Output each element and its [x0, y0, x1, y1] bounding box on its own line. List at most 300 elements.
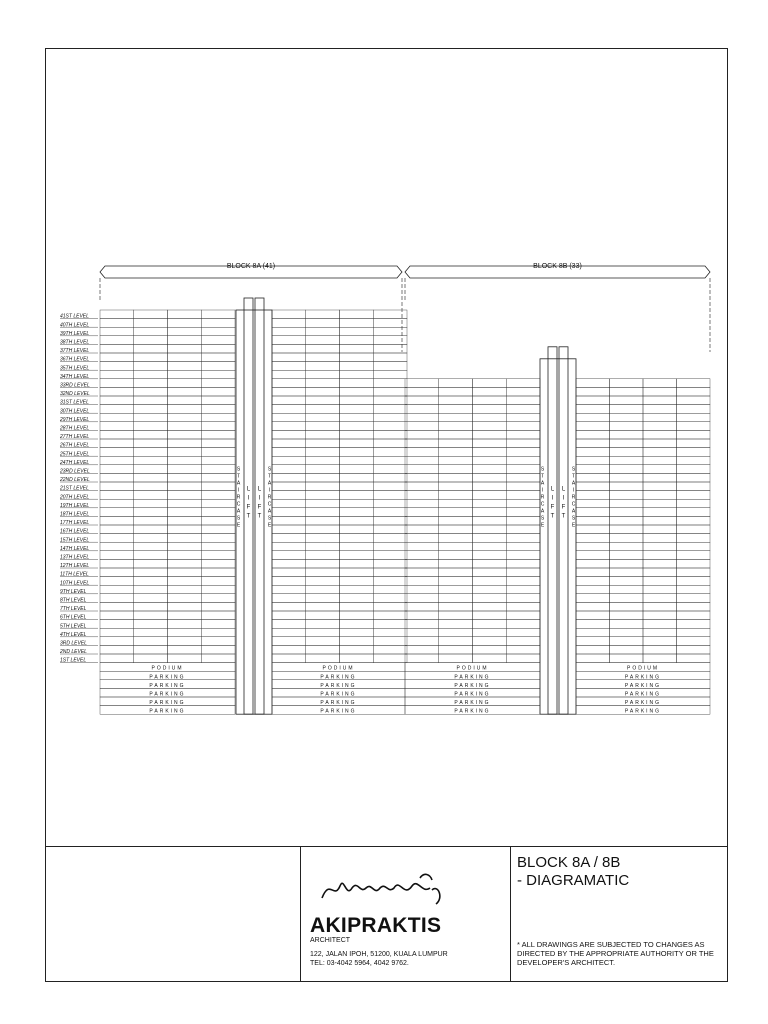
- unit-cell: [439, 534, 473, 543]
- unit-cell: [306, 353, 340, 362]
- unit-cell: [168, 499, 202, 508]
- level-label: 8TH LEVEL: [60, 597, 87, 604]
- unit-cell: [272, 439, 306, 448]
- unit-cell: [373, 654, 407, 663]
- unit-cell: [643, 508, 677, 517]
- level-label: 10TH LEVEL: [60, 580, 90, 587]
- unit-cell: [473, 645, 507, 654]
- unit-cell: [506, 620, 540, 629]
- unit-cell: [100, 594, 134, 603]
- staircase-label-char: I: [268, 487, 271, 494]
- level-label: 37TH LEVEL: [60, 348, 90, 355]
- level-label: 30TH LEVEL: [60, 408, 90, 415]
- unit-cell: [610, 594, 644, 603]
- unit-cell: [100, 645, 134, 654]
- unit-cell: [643, 430, 677, 439]
- unit-cell: [100, 422, 134, 431]
- podium-row-label: PARKING: [454, 674, 491, 681]
- unit-cell: [272, 422, 306, 431]
- unit-cell: [100, 551, 134, 560]
- podium-row-label: PARKING: [454, 682, 491, 689]
- unit-cell: [610, 387, 644, 396]
- unit-cell: [439, 405, 473, 414]
- level-label: 33RD LEVEL: [60, 382, 90, 389]
- podium-row-label: PARKING: [320, 674, 357, 681]
- unit-cell: [272, 413, 306, 422]
- unit-cell: [168, 336, 202, 345]
- unit-cell: [643, 499, 677, 508]
- staircase-label-char: S: [571, 515, 576, 522]
- unit-cell: [506, 559, 540, 568]
- unit-cell: [340, 611, 374, 620]
- level-label: 23RD LEVEL: [60, 468, 90, 475]
- unit-cell: [439, 654, 473, 663]
- unit-cell: [643, 405, 677, 414]
- unit-cell: [201, 602, 235, 611]
- unit-cell: [201, 637, 235, 646]
- unit-cell: [439, 387, 473, 396]
- unit-cell: [610, 654, 644, 663]
- unit-cell: [610, 413, 644, 422]
- unit-cell: [340, 577, 374, 586]
- podium-row-label: PODIUM: [322, 665, 355, 672]
- unit-cell: [439, 525, 473, 534]
- unit-cell: [134, 620, 168, 629]
- unit-cell: [134, 628, 168, 637]
- unit-cell: [272, 344, 306, 353]
- unit-cell: [405, 542, 439, 551]
- staircase-label-char: A: [540, 480, 545, 487]
- unit-cell: [677, 628, 711, 637]
- unit-cell: [100, 465, 134, 474]
- unit-cell: [272, 499, 306, 508]
- level-label: 38TH LEVEL: [60, 339, 90, 346]
- staircase-label-char: A: [571, 480, 576, 487]
- unit-cell: [677, 508, 711, 517]
- unit-cell: [643, 568, 677, 577]
- unit-cell: [373, 422, 407, 431]
- unit-cell: [677, 491, 711, 500]
- unit-cell: [677, 430, 711, 439]
- unit-cell: [473, 422, 507, 431]
- unit-cell: [677, 456, 711, 465]
- unit-cell: [439, 602, 473, 611]
- unit-cell: [306, 534, 340, 543]
- unit-cell: [506, 465, 540, 474]
- unit-cell: [610, 628, 644, 637]
- unit-cell: [100, 585, 134, 594]
- staircase-label-char: S: [540, 466, 545, 473]
- firm-address: [310, 950, 500, 968]
- podium-row-label: PARKING: [454, 708, 491, 715]
- unit-cell: [306, 611, 340, 620]
- unit-cell: [100, 396, 134, 405]
- level-label: 25TH LEVEL: [60, 451, 90, 458]
- unit-cell: [272, 551, 306, 560]
- unit-cell: [373, 465, 407, 474]
- firm-name: AKIPRAKTIS: [310, 914, 442, 937]
- unit-cell: [201, 628, 235, 637]
- block-header-label: BLOCK 8A (41): [226, 263, 276, 270]
- unit-cell: [405, 448, 439, 457]
- disclaimer-note: * ALL DRAWINGS ARE SUBJECTED TO CHANGES AS DIRECTED BY THE APPROPRIATE AUTHORITY OR THE DEVELOPER'S ARCHITECT.: [517, 940, 714, 967]
- unit-cell: [610, 559, 644, 568]
- unit-cell: [100, 525, 134, 534]
- unit-cell: [439, 439, 473, 448]
- unit-cell: [506, 568, 540, 577]
- unit-cell: [576, 405, 610, 414]
- unit-cell: [306, 370, 340, 379]
- unit-cell: [340, 448, 374, 457]
- unit-cell: [306, 577, 340, 586]
- unit-cell: [677, 568, 711, 577]
- staircase-label-char: E: [540, 522, 545, 529]
- unit-cell: [677, 594, 711, 603]
- unit-cell: [340, 439, 374, 448]
- unit-cell: [340, 516, 374, 525]
- unit-cell: [473, 473, 507, 482]
- unit-cell: [643, 422, 677, 431]
- unit-cell: [405, 620, 439, 629]
- unit-cell: [405, 491, 439, 500]
- unit-cell: [439, 422, 473, 431]
- unit-cell: [201, 611, 235, 620]
- unit-cell: [506, 422, 540, 431]
- unit-cell: [373, 413, 407, 422]
- lift-label-char: F: [246, 504, 251, 511]
- unit-cell: [373, 439, 407, 448]
- level-label: 18TH LEVEL: [60, 511, 90, 518]
- unit-cell: [506, 405, 540, 414]
- unit-cell: [576, 628, 610, 637]
- podium-row-label: PODIUM: [151, 665, 184, 672]
- core-outline: [540, 359, 576, 714]
- unit-cell: [576, 499, 610, 508]
- lift-label-char: T: [550, 513, 555, 520]
- unit-cell: [677, 637, 711, 646]
- unit-cell: [373, 430, 407, 439]
- unit-cell: [405, 628, 439, 637]
- level-label: 15TH LEVEL: [60, 537, 90, 544]
- unit-cell: [373, 559, 407, 568]
- unit-cell: [373, 525, 407, 534]
- unit-cell: [405, 439, 439, 448]
- unit-cell: [168, 387, 202, 396]
- architect-signature: [320, 868, 470, 908]
- unit-cell: [306, 387, 340, 396]
- unit-cell: [643, 620, 677, 629]
- unit-cell: [643, 379, 677, 388]
- unit-cell: [473, 482, 507, 491]
- unit-cell: [340, 628, 374, 637]
- unit-cell: [643, 577, 677, 586]
- unit-cell: [610, 585, 644, 594]
- unit-cell: [473, 628, 507, 637]
- staircase-label-char: S: [236, 515, 241, 522]
- unit-cell: [100, 534, 134, 543]
- unit-cell: [506, 542, 540, 551]
- unit-cell: [100, 413, 134, 422]
- unit-cell: [643, 396, 677, 405]
- unit-cell: [201, 405, 235, 414]
- unit-cell: [168, 620, 202, 629]
- unit-cell: [340, 645, 374, 654]
- unit-cell: [134, 465, 168, 474]
- unit-cell: [677, 559, 711, 568]
- unit-cell: [373, 379, 407, 388]
- unit-cell: [272, 577, 306, 586]
- level-label: 36TH LEVEL: [60, 356, 90, 363]
- unit-cell: [306, 525, 340, 534]
- unit-cell: [201, 620, 235, 629]
- staircase-label-char: T: [571, 473, 576, 480]
- unit-cell: [168, 568, 202, 577]
- unit-cell: [306, 413, 340, 422]
- unit-cell: [100, 379, 134, 388]
- unit-cell: [439, 413, 473, 422]
- unit-cell: [439, 396, 473, 405]
- unit-cell: [373, 456, 407, 465]
- unit-cell: [373, 387, 407, 396]
- unit-cell: [439, 637, 473, 646]
- level-label: 1ST LEVEL: [60, 657, 87, 664]
- unit-cell: [100, 405, 134, 414]
- podium-row-label: PARKING: [149, 682, 186, 689]
- unit-cell: [306, 542, 340, 551]
- unit-cell: [643, 542, 677, 551]
- lift-label-char: I: [551, 495, 554, 502]
- unit-cell: [677, 448, 711, 457]
- unit-cell: [340, 430, 374, 439]
- staircase-label-char: A: [267, 508, 272, 515]
- unit-cell: [643, 551, 677, 560]
- unit-cell: [506, 499, 540, 508]
- unit-cell: [610, 645, 644, 654]
- unit-cell: [134, 353, 168, 362]
- unit-cell: [373, 473, 407, 482]
- level-label: 24TH LEVEL: [60, 459, 90, 466]
- unit-cell: [373, 396, 407, 405]
- staircase-label-char: E: [236, 522, 241, 529]
- unit-cell: [272, 559, 306, 568]
- unit-cell: [373, 577, 407, 586]
- level-label: 32ND LEVEL: [60, 391, 90, 398]
- unit-cell: [473, 542, 507, 551]
- unit-cell: [168, 353, 202, 362]
- unit-cell: [405, 387, 439, 396]
- unit-cell: [306, 645, 340, 654]
- unit-cell: [439, 628, 473, 637]
- unit-cell: [201, 508, 235, 517]
- unit-cell: [168, 491, 202, 500]
- unit-cell: [168, 482, 202, 491]
- lift-label-char: T: [561, 513, 566, 520]
- unit-cell: [405, 534, 439, 543]
- unit-cell: [576, 422, 610, 431]
- unit-cell: [168, 551, 202, 560]
- unit-cell: [100, 611, 134, 620]
- unit-cell: [100, 654, 134, 663]
- unit-cell: [168, 344, 202, 353]
- staircase-label-char: C: [571, 501, 576, 508]
- unit-cell: [272, 465, 306, 474]
- unit-cell: [340, 602, 374, 611]
- unit-cell: [643, 611, 677, 620]
- unit-cell: [340, 508, 374, 517]
- staircase-label-char: R: [267, 494, 272, 501]
- unit-cell: [576, 577, 610, 586]
- unit-cell: [201, 465, 235, 474]
- lift-label-char: L: [561, 486, 566, 493]
- unit-cell: [473, 611, 507, 620]
- unit-cell: [100, 542, 134, 551]
- unit-cell: [473, 594, 507, 603]
- unit-cell: [134, 499, 168, 508]
- staircase-label-char: E: [267, 522, 272, 529]
- lift-label-char: I: [258, 495, 261, 502]
- unit-cell: [677, 482, 711, 491]
- unit-cell: [306, 379, 340, 388]
- podium-row-label: PARKING: [624, 691, 662, 698]
- unit-cell: [272, 602, 306, 611]
- unit-cell: [439, 551, 473, 560]
- unit-cell: [677, 405, 711, 414]
- unit-cell: [168, 585, 202, 594]
- level-label: 40TH LEVEL: [60, 322, 90, 329]
- staircase-label-char: S: [267, 515, 272, 522]
- unit-cell: [473, 508, 507, 517]
- unit-cell: [473, 602, 507, 611]
- unit-cell: [473, 491, 507, 500]
- unit-cell: [643, 516, 677, 525]
- unit-cell: [340, 370, 374, 379]
- unit-cell: [473, 577, 507, 586]
- unit-cell: [306, 491, 340, 500]
- unit-cell: [373, 568, 407, 577]
- unit-cell: [473, 525, 507, 534]
- staircase-label-char: S: [267, 466, 272, 473]
- unit-cell: [473, 499, 507, 508]
- level-label: 26TH LEVEL: [60, 442, 90, 449]
- unit-cell: [306, 568, 340, 577]
- unit-cell: [168, 362, 202, 371]
- lift-label-char: F: [257, 504, 262, 511]
- unit-cell: [134, 370, 168, 379]
- unit-cell: [100, 344, 134, 353]
- unit-cell: [272, 456, 306, 465]
- unit-cell: [340, 542, 374, 551]
- unit-cell: [473, 637, 507, 646]
- unit-cell: [134, 362, 168, 371]
- unit-cell: [439, 430, 473, 439]
- unit-cell: [643, 465, 677, 474]
- unit-cell: [576, 396, 610, 405]
- unit-cell: [473, 585, 507, 594]
- unit-cell: [201, 473, 235, 482]
- unit-cell: [677, 413, 711, 422]
- unit-cell: [134, 327, 168, 336]
- unit-cell: [506, 491, 540, 500]
- unit-cell: [405, 405, 439, 414]
- unit-cell: [201, 568, 235, 577]
- unit-cell: [306, 319, 340, 328]
- unit-cell: [201, 491, 235, 500]
- unit-cell: [306, 499, 340, 508]
- podium-row-label: PARKING: [454, 700, 491, 707]
- podium-row-label: PARKING: [320, 708, 357, 715]
- unit-cell: [643, 456, 677, 465]
- unit-cell: [201, 534, 235, 543]
- unit-cell: [340, 456, 374, 465]
- unit-cell: [506, 654, 540, 663]
- unit-cell: [306, 327, 340, 336]
- level-label: 5TH LEVEL: [60, 623, 87, 630]
- unit-cell: [340, 465, 374, 474]
- unit-cell: [506, 645, 540, 654]
- unit-cell: [100, 482, 134, 491]
- unit-cell: [134, 336, 168, 345]
- level-label: 17TH LEVEL: [60, 520, 90, 527]
- podium-row-label: PODIUM: [627, 665, 659, 672]
- unit-cell: [100, 456, 134, 465]
- level-label: 28TH LEVEL: [60, 425, 90, 432]
- unit-cell: [272, 362, 306, 371]
- unit-cell: [576, 594, 610, 603]
- unit-cell: [272, 594, 306, 603]
- unit-cell: [201, 344, 235, 353]
- unit-cell: [100, 602, 134, 611]
- unit-cell: [643, 491, 677, 500]
- unit-cell: [272, 370, 306, 379]
- unit-cell: [306, 422, 340, 431]
- unit-cell: [373, 620, 407, 629]
- unit-cell: [168, 465, 202, 474]
- unit-cell: [677, 654, 711, 663]
- podium-row-label: PARKING: [149, 700, 186, 707]
- unit-cell: [506, 439, 540, 448]
- unit-cell: [100, 473, 134, 482]
- unit-cell: [134, 637, 168, 646]
- unit-cell: [439, 645, 473, 654]
- unit-cell: [405, 465, 439, 474]
- unit-cell: [405, 396, 439, 405]
- unit-cell: [201, 413, 235, 422]
- unit-cell: [677, 542, 711, 551]
- unit-cell: [677, 499, 711, 508]
- unit-cell: [506, 525, 540, 534]
- unit-cell: [201, 577, 235, 586]
- unit-cell: [473, 620, 507, 629]
- unit-cell: [610, 637, 644, 646]
- unit-cell: [677, 585, 711, 594]
- unit-cell: [373, 645, 407, 654]
- unit-cell: [272, 628, 306, 637]
- unit-cell: [576, 602, 610, 611]
- unit-cell: [373, 482, 407, 491]
- unit-cell: [643, 559, 677, 568]
- unit-cell: [373, 516, 407, 525]
- unit-cell: [643, 654, 677, 663]
- podium-row-label: PARKING: [149, 674, 186, 681]
- unit-cell: [340, 319, 374, 328]
- unit-cell: [373, 628, 407, 637]
- unit-cell: [168, 577, 202, 586]
- unit-cell: [610, 508, 644, 517]
- unit-cell: [306, 482, 340, 491]
- unit-cell: [576, 379, 610, 388]
- unit-cell: [201, 327, 235, 336]
- unit-cell: [340, 559, 374, 568]
